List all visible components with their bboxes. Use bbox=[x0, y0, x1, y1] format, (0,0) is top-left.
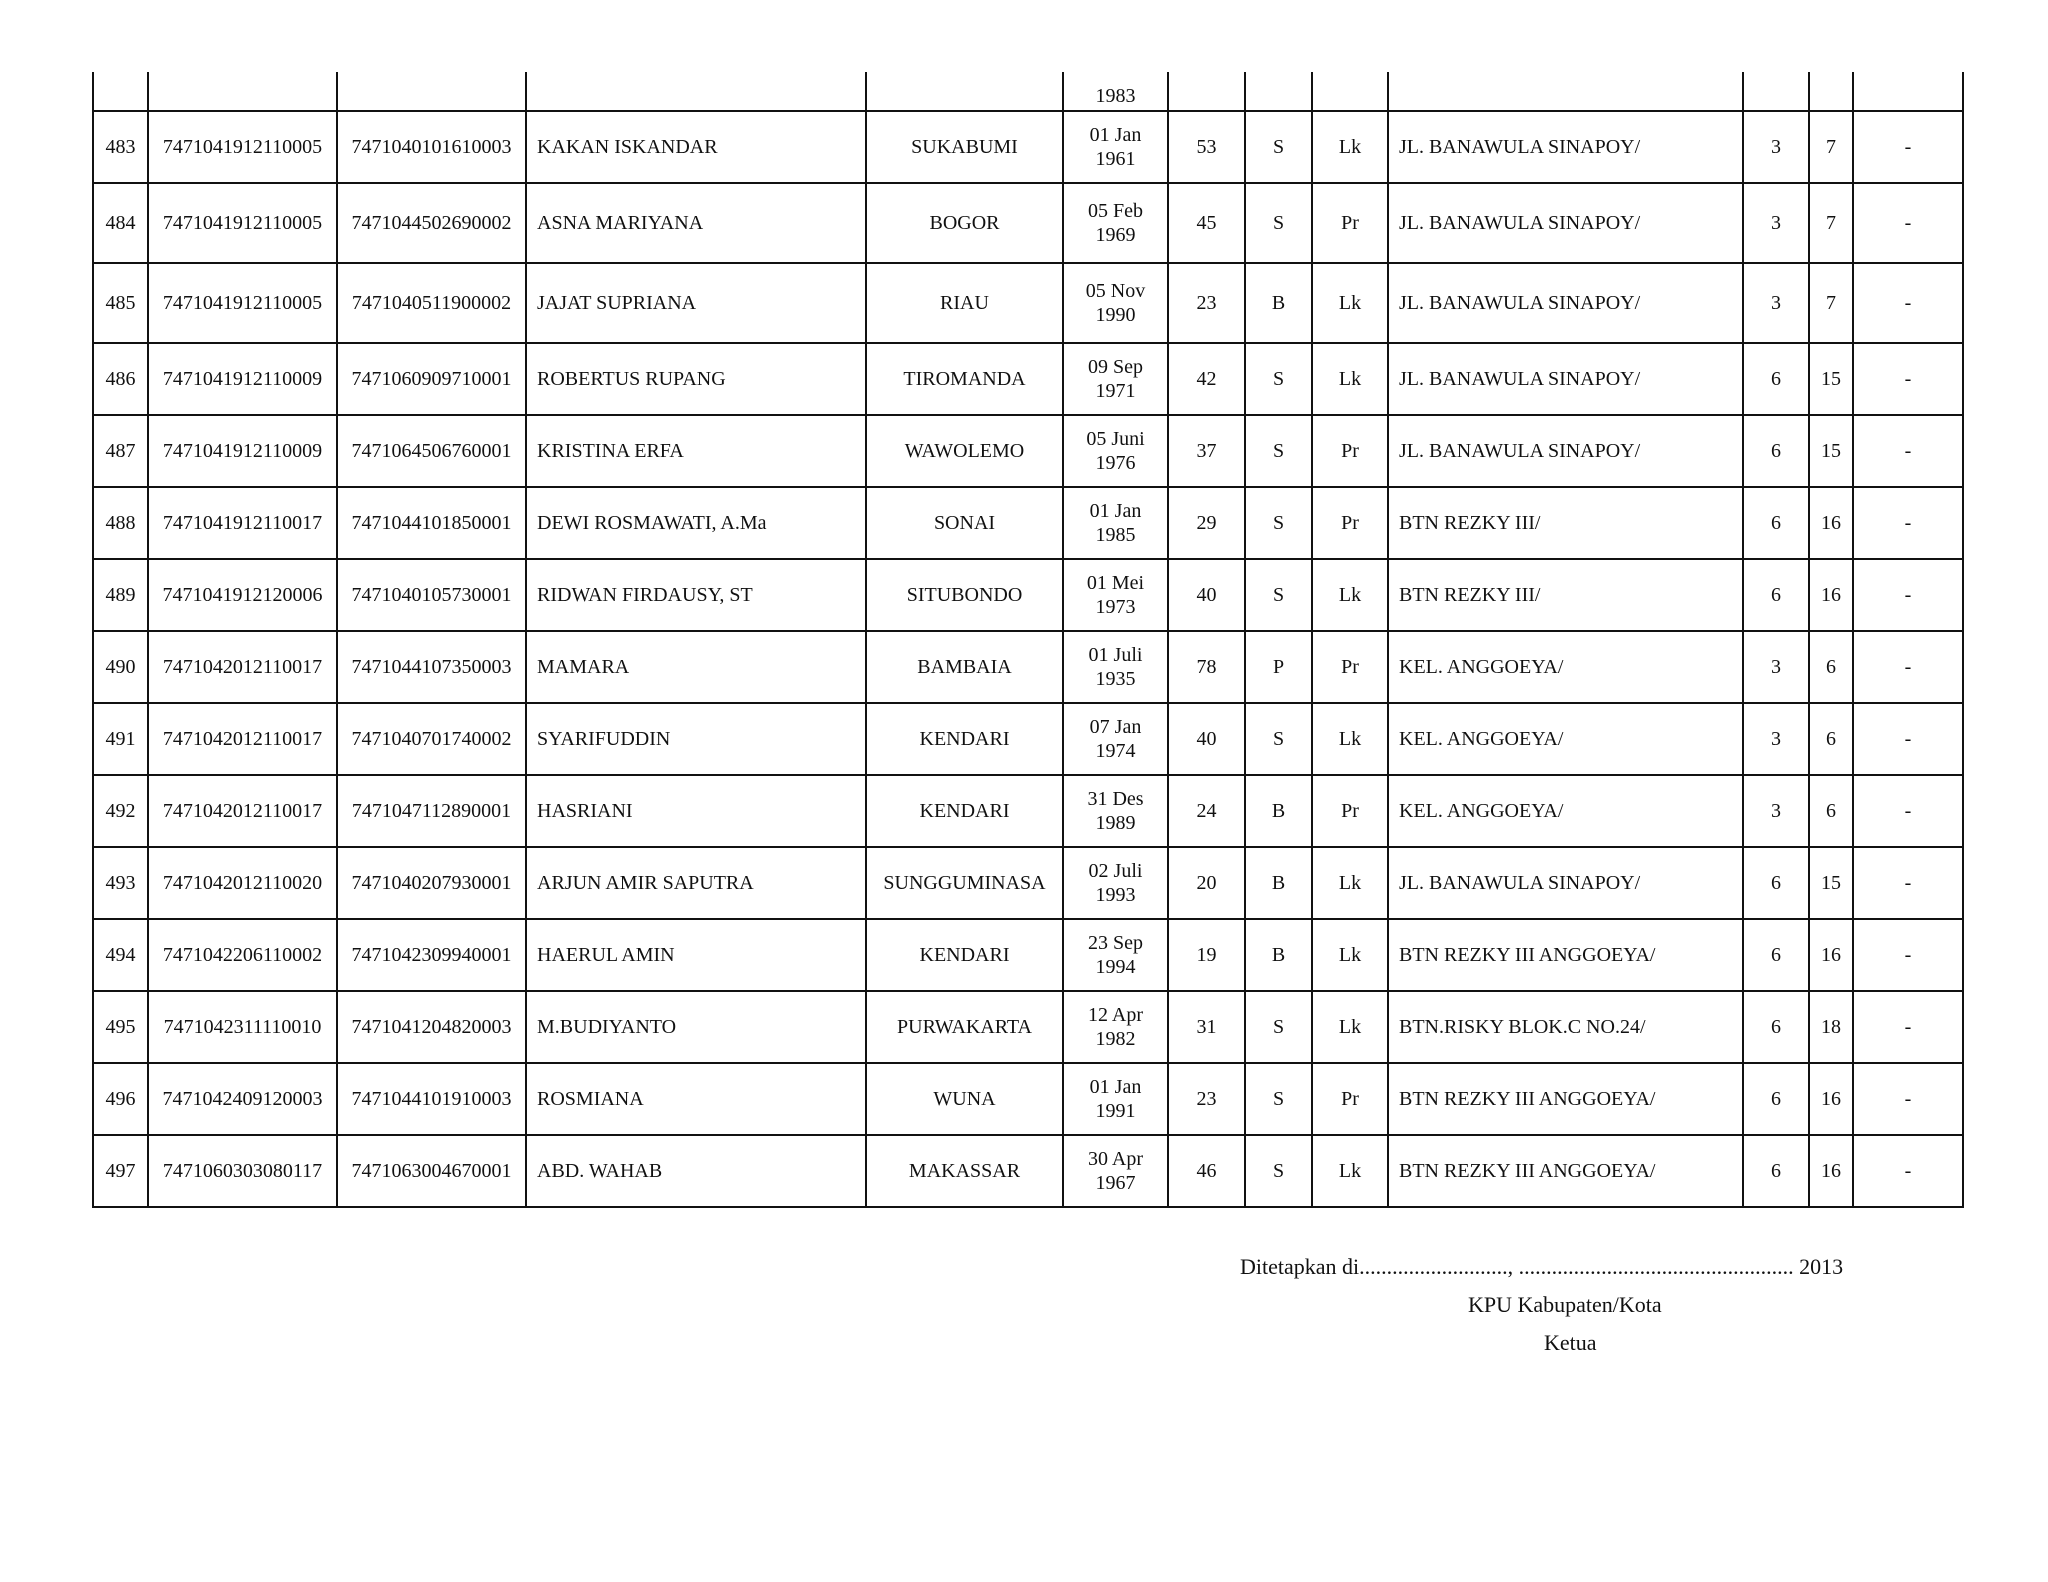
birth-year: 1974 bbox=[1095, 740, 1136, 762]
birthdate-cell bbox=[1063, 919, 1168, 991]
name-cell: ASNA MARIYANA bbox=[526, 183, 866, 263]
birth-year: 1976 bbox=[1095, 452, 1136, 474]
kk-number-cell: 7471041912110017 bbox=[148, 487, 337, 559]
age-cell: 19 bbox=[1168, 919, 1245, 991]
address-cell: BTN.RISKY BLOK.C NO.24/ bbox=[1388, 991, 1743, 1063]
remarks-cell: - bbox=[1853, 487, 1963, 559]
nik-cell: 7471040207930001 bbox=[337, 847, 526, 919]
marital-status-cell: S bbox=[1245, 1135, 1312, 1207]
marital-status-cell: S bbox=[1245, 415, 1312, 487]
rt-cell: 3 bbox=[1743, 263, 1809, 343]
table-row bbox=[93, 1063, 1963, 1135]
marital-status-cell: P bbox=[1245, 631, 1312, 703]
remarks-cell: - bbox=[1853, 775, 1963, 847]
remarks-cell: - bbox=[1853, 343, 1963, 415]
birth-day-month: 31 Des bbox=[1087, 788, 1144, 810]
kk-number-cell: 7471041912110005 bbox=[148, 263, 337, 343]
marital-status-cell: B bbox=[1245, 847, 1312, 919]
birth-year-cell: 1983 bbox=[1063, 72, 1168, 111]
birth-year: 1991 bbox=[1095, 1100, 1136, 1122]
gender-cell: Pr bbox=[1312, 183, 1388, 263]
remarks-cell: - bbox=[1853, 559, 1963, 631]
age-cell: 42 bbox=[1168, 343, 1245, 415]
gender-cell: Lk bbox=[1312, 919, 1388, 991]
birth-day-month: 01 Mei bbox=[1086, 572, 1145, 594]
row-number-cell: 491 bbox=[93, 703, 148, 775]
table-row bbox=[93, 919, 1963, 991]
marital-status-cell: S bbox=[1245, 559, 1312, 631]
rw-cell: 15 bbox=[1809, 415, 1853, 487]
birthplace-cell: KENDARI bbox=[866, 919, 1063, 991]
rt-cell: 3 bbox=[1743, 775, 1809, 847]
marital-status-cell: B bbox=[1245, 775, 1312, 847]
birthdate-cell bbox=[1063, 487, 1168, 559]
birthdate-cell bbox=[1063, 1135, 1168, 1207]
birthdate-cell bbox=[1063, 343, 1168, 415]
birthdate-cell bbox=[1063, 703, 1168, 775]
birth-year: 1961 bbox=[1095, 148, 1136, 170]
rw-cell: 6 bbox=[1809, 631, 1853, 703]
birth-year: 1990 bbox=[1095, 304, 1136, 326]
rt-cell: 3 bbox=[1743, 631, 1809, 703]
birth-year: 1985 bbox=[1095, 524, 1136, 546]
row-number-cell: 495 bbox=[93, 991, 148, 1063]
age-cell: 20 bbox=[1168, 847, 1245, 919]
table-row bbox=[93, 415, 1963, 487]
table-row bbox=[93, 631, 1963, 703]
rw-cell: 6 bbox=[1809, 703, 1853, 775]
remarks-cell: - bbox=[1853, 991, 1963, 1063]
name-cell: HAERUL AMIN bbox=[526, 919, 866, 991]
remarks-cell: - bbox=[1853, 1063, 1963, 1135]
rw-cell: 16 bbox=[1809, 1063, 1853, 1135]
address-cell: KEL. ANGGOEYA/ bbox=[1388, 775, 1743, 847]
row-number-cell: 496 bbox=[93, 1063, 148, 1135]
birthplace-cell: RIAU bbox=[866, 263, 1063, 343]
birth-year: 1935 bbox=[1095, 668, 1136, 690]
nik-cell: 7471047112890001 bbox=[337, 775, 526, 847]
marital-status-cell: S bbox=[1245, 111, 1312, 183]
gender-cell: Lk bbox=[1312, 263, 1388, 343]
address-cell: BTN REZKY III ANGGOEYA/ bbox=[1388, 1135, 1743, 1207]
rt-cell: 3 bbox=[1743, 111, 1809, 183]
remarks-cell: - bbox=[1853, 183, 1963, 263]
rw-cell: 16 bbox=[1809, 1135, 1853, 1207]
birthplace-cell: PURWAKARTA bbox=[866, 991, 1063, 1063]
marital-status-cell: S bbox=[1245, 991, 1312, 1063]
remarks-cell: - bbox=[1853, 263, 1963, 343]
rt-cell: 6 bbox=[1743, 991, 1809, 1063]
gender-cell: Lk bbox=[1312, 847, 1388, 919]
kk-number-cell: 7471042012110017 bbox=[148, 703, 337, 775]
marital-status-cell: S bbox=[1245, 343, 1312, 415]
rw-cell: 7 bbox=[1809, 263, 1853, 343]
birthplace-cell: BOGOR bbox=[866, 183, 1063, 263]
remarks-cell: - bbox=[1853, 1135, 1963, 1207]
address-cell: JL. BANAWULA SINAPOY/ bbox=[1388, 263, 1743, 343]
marital-status-cell: B bbox=[1245, 919, 1312, 991]
table-row bbox=[93, 991, 1963, 1063]
gender-cell: Pr bbox=[1312, 415, 1388, 487]
birthplace-cell: BAMBAIA bbox=[866, 631, 1063, 703]
name-cell: ARJUN AMIR SAPUTRA bbox=[526, 847, 866, 919]
gender-cell: Lk bbox=[1312, 991, 1388, 1063]
name-cell: DEWI ROSMAWATI, A.Ma bbox=[526, 487, 866, 559]
kk-number-cell: 7471041912110009 bbox=[148, 343, 337, 415]
rw-cell: 16 bbox=[1809, 559, 1853, 631]
rt-cell: 6 bbox=[1743, 559, 1809, 631]
birthplace-cell: WAWOLEMO bbox=[866, 415, 1063, 487]
gender-cell: Pr bbox=[1312, 631, 1388, 703]
kk-number-cell: 7471041912110005 bbox=[148, 111, 337, 183]
birth-year: 1969 bbox=[1095, 224, 1136, 246]
birthplace-cell: WUNA bbox=[866, 1063, 1063, 1135]
name-cell: KAKAN ISKANDAR bbox=[526, 111, 866, 183]
birth-day-month: 07 Jan bbox=[1089, 716, 1142, 738]
rw-cell: 15 bbox=[1809, 343, 1853, 415]
row-number-cell: 497 bbox=[93, 1135, 148, 1207]
gender-cell: Lk bbox=[1312, 703, 1388, 775]
rw-cell: 18 bbox=[1809, 991, 1853, 1063]
birth-day-month: 09 Sep bbox=[1088, 356, 1143, 378]
table-row bbox=[93, 111, 1963, 183]
age-cell: 23 bbox=[1168, 1063, 1245, 1135]
name-cell: ROBERTUS RUPANG bbox=[526, 343, 866, 415]
kk-number-cell: 7471041912110005 bbox=[148, 183, 337, 263]
birth-day-month: 05 Nov bbox=[1085, 280, 1146, 302]
table-row bbox=[93, 1135, 1963, 1207]
kk-number-cell: 7471042012110017 bbox=[148, 631, 337, 703]
kk-number-cell: 7471042012110017 bbox=[148, 775, 337, 847]
age-cell: 29 bbox=[1168, 487, 1245, 559]
address-cell: JL. BANAWULA SINAPOY/ bbox=[1388, 343, 1743, 415]
name-cell: HASRIANI bbox=[526, 775, 866, 847]
birth-year: 1993 bbox=[1095, 884, 1136, 906]
address-cell: JL. BANAWULA SINAPOY/ bbox=[1388, 183, 1743, 263]
nik-cell: 7471042309940001 bbox=[337, 919, 526, 991]
row-number-cell: 486 bbox=[93, 343, 148, 415]
age-cell: 46 bbox=[1168, 1135, 1245, 1207]
kk-number-cell: 7471060303080117 bbox=[148, 1135, 337, 1207]
birth-day-month: 05 Juni bbox=[1086, 428, 1145, 450]
kk-number-cell: 7471042012110020 bbox=[148, 847, 337, 919]
name-cell: ROSMIANA bbox=[526, 1063, 866, 1135]
row-number-cell: 493 bbox=[93, 847, 148, 919]
table-row bbox=[93, 183, 1963, 263]
birth-day-month: 02 Juli bbox=[1088, 860, 1143, 882]
gender-cell: Lk bbox=[1312, 559, 1388, 631]
birth-day-month: 05 Feb bbox=[1088, 200, 1143, 222]
nik-cell: 7471063004670001 bbox=[337, 1135, 526, 1207]
kk-number-cell: 7471041912110009 bbox=[148, 415, 337, 487]
birth-year: 1973 bbox=[1095, 596, 1136, 618]
footer-role: Ketua bbox=[1544, 1330, 1597, 1355]
rt-cell: 6 bbox=[1743, 919, 1809, 991]
rw-cell: 16 bbox=[1809, 919, 1853, 991]
row-number-cell: 485 bbox=[93, 263, 148, 343]
birthplace-cell: SONAI bbox=[866, 487, 1063, 559]
remarks-cell: - bbox=[1853, 111, 1963, 183]
birthplace-cell: SUKABUMI bbox=[866, 111, 1063, 183]
remarks-cell: - bbox=[1853, 631, 1963, 703]
kk-number-cell: 7471041912120006 bbox=[148, 559, 337, 631]
birthdate-cell bbox=[1063, 631, 1168, 703]
rt-cell: 6 bbox=[1743, 343, 1809, 415]
name-cell: JAJAT SUPRIANA bbox=[526, 263, 866, 343]
birthdate-cell bbox=[1063, 847, 1168, 919]
remarks-cell: - bbox=[1853, 919, 1963, 991]
age-cell: 31 bbox=[1168, 991, 1245, 1063]
name-cell: RIDWAN FIRDAUSY, ST bbox=[526, 559, 866, 631]
name-cell: M.BUDIYANTO bbox=[526, 991, 866, 1063]
address-cell: JL. BANAWULA SINAPOY/ bbox=[1388, 847, 1743, 919]
gender-cell: Pr bbox=[1312, 1063, 1388, 1135]
remarks-cell: - bbox=[1853, 703, 1963, 775]
nik-cell: 7471040101610003 bbox=[337, 111, 526, 183]
rw-cell: 16 bbox=[1809, 487, 1853, 559]
birthplace-cell: TIROMANDA bbox=[866, 343, 1063, 415]
birth-year: 1989 bbox=[1095, 812, 1136, 834]
rt-cell: 6 bbox=[1743, 487, 1809, 559]
age-cell: 37 bbox=[1168, 415, 1245, 487]
birthplace-cell: MAKASSAR bbox=[866, 1135, 1063, 1207]
nik-cell: 7471060909710001 bbox=[337, 343, 526, 415]
birthdate-cell bbox=[1063, 991, 1168, 1063]
name-cell: KRISTINA ERFA bbox=[526, 415, 866, 487]
row-number-cell: 494 bbox=[93, 919, 148, 991]
age-cell: 23 bbox=[1168, 263, 1245, 343]
kk-number-cell: 7471042311110010 bbox=[148, 991, 337, 1063]
nik-cell: 7471044101910003 bbox=[337, 1063, 526, 1135]
age-cell: 78 bbox=[1168, 631, 1245, 703]
rt-cell: 6 bbox=[1743, 415, 1809, 487]
address-cell: JL. BANAWULA SINAPOY/ bbox=[1388, 415, 1743, 487]
birth-year: 1994 bbox=[1095, 956, 1136, 978]
row-number-cell: 490 bbox=[93, 631, 148, 703]
footer-place-date: Ditetapkan di..........................., .................................................. 2013 bbox=[1240, 1254, 1844, 1279]
address-cell: BTN REZKY III ANGGOEYA/ bbox=[1388, 1063, 1743, 1135]
birthdate-cell bbox=[1063, 1063, 1168, 1135]
rt-cell: 3 bbox=[1743, 183, 1809, 263]
rw-cell: 15 bbox=[1809, 847, 1853, 919]
rt-cell: 6 bbox=[1743, 847, 1809, 919]
rw-cell: 6 bbox=[1809, 775, 1853, 847]
birthdate-cell bbox=[1063, 415, 1168, 487]
marital-status-cell: B bbox=[1245, 263, 1312, 343]
birthdate-cell bbox=[1063, 183, 1168, 263]
birth-day-month: 01 Jan bbox=[1089, 124, 1142, 146]
remarks-cell: - bbox=[1853, 415, 1963, 487]
nik-cell: 7471044502690002 bbox=[337, 183, 526, 263]
table-row bbox=[93, 487, 1963, 559]
row-number-cell: 483 bbox=[93, 111, 148, 183]
remarks-cell: - bbox=[1853, 847, 1963, 919]
table-row bbox=[93, 263, 1963, 343]
birth-year: 1982 bbox=[1095, 1028, 1136, 1050]
nik-cell: 7471064506760001 bbox=[337, 415, 526, 487]
address-cell: KEL. ANGGOEYA/ bbox=[1388, 631, 1743, 703]
age-cell: 24 bbox=[1168, 775, 1245, 847]
address-cell: BTN REZKY III/ bbox=[1388, 487, 1743, 559]
birthplace-cell: KENDARI bbox=[866, 775, 1063, 847]
row-number-cell: 487 bbox=[93, 415, 148, 487]
name-cell: ABD. WAHAB bbox=[526, 1135, 866, 1207]
rt-cell: 3 bbox=[1743, 703, 1809, 775]
age-cell: 53 bbox=[1168, 111, 1245, 183]
birth-day-month: 23 Sep bbox=[1088, 932, 1143, 954]
birth-day-month: 12 Apr bbox=[1088, 1004, 1143, 1026]
birthplace-cell: SITUBONDO bbox=[866, 559, 1063, 631]
name-cell: SYARIFUDDIN bbox=[526, 703, 866, 775]
table-body bbox=[93, 72, 1963, 1207]
table-row bbox=[93, 343, 1963, 415]
footer-organization: KPU Kabupaten/Kota bbox=[1468, 1292, 1662, 1317]
nik-cell: 7471044101850001 bbox=[337, 487, 526, 559]
birth-day-month: 01 Jan bbox=[1089, 1076, 1142, 1098]
marital-status-cell: S bbox=[1245, 703, 1312, 775]
rt-cell: 6 bbox=[1743, 1063, 1809, 1135]
kk-number-cell: 7471042206110002 bbox=[148, 919, 337, 991]
table-row bbox=[93, 775, 1963, 847]
birthplace-cell: SUNGGUMINASA bbox=[866, 847, 1063, 919]
birth-year: 1971 bbox=[1095, 380, 1136, 402]
gender-cell: Pr bbox=[1312, 487, 1388, 559]
birthdate-cell bbox=[1063, 559, 1168, 631]
row-number-cell: 489 bbox=[93, 559, 148, 631]
gender-cell: Lk bbox=[1312, 343, 1388, 415]
gender-cell: Pr bbox=[1312, 775, 1388, 847]
birthdate-cell bbox=[1063, 111, 1168, 183]
birth-day-month: 30 Apr bbox=[1088, 1148, 1143, 1170]
nik-cell: 7471040105730001 bbox=[337, 559, 526, 631]
age-cell: 45 bbox=[1168, 183, 1245, 263]
marital-status-cell: S bbox=[1245, 183, 1312, 263]
name-cell: MAMARA bbox=[526, 631, 866, 703]
birthdate-cell bbox=[1063, 775, 1168, 847]
continued-row bbox=[93, 72, 1963, 111]
age-cell: 40 bbox=[1168, 559, 1245, 631]
kk-number-cell: 7471042409120003 bbox=[148, 1063, 337, 1135]
table-row bbox=[93, 847, 1963, 919]
gender-cell: Lk bbox=[1312, 111, 1388, 183]
nik-cell: 7471040511900002 bbox=[337, 263, 526, 343]
row-number-cell: 484 bbox=[93, 183, 148, 263]
rw-cell: 7 bbox=[1809, 111, 1853, 183]
table-row bbox=[93, 703, 1963, 775]
birthplace-cell: KENDARI bbox=[866, 703, 1063, 775]
row-number-cell: 488 bbox=[93, 487, 148, 559]
birth-day-month: 01 Juli bbox=[1088, 644, 1143, 666]
table-row bbox=[93, 559, 1963, 631]
address-cell: JL. BANAWULA SINAPOY/ bbox=[1388, 111, 1743, 183]
rw-cell: 7 bbox=[1809, 183, 1853, 263]
age-cell: 40 bbox=[1168, 703, 1245, 775]
address-cell: KEL. ANGGOEYA/ bbox=[1388, 703, 1743, 775]
gender-cell: Lk bbox=[1312, 1135, 1388, 1207]
row-number-cell: 492 bbox=[93, 775, 148, 847]
birth-year: 1967 bbox=[1095, 1172, 1136, 1194]
address-cell: BTN REZKY III ANGGOEYA/ bbox=[1388, 919, 1743, 991]
rt-cell: 6 bbox=[1743, 1135, 1809, 1207]
nik-cell: 7471044107350003 bbox=[337, 631, 526, 703]
marital-status-cell: S bbox=[1245, 487, 1312, 559]
birthdate-cell bbox=[1063, 263, 1168, 343]
marital-status-cell: S bbox=[1245, 1063, 1312, 1135]
birth-day-month: 01 Jan bbox=[1089, 500, 1142, 522]
voter-list-table bbox=[92, 72, 1964, 1208]
address-cell: BTN REZKY III/ bbox=[1388, 559, 1743, 631]
nik-cell: 7471040701740002 bbox=[337, 703, 526, 775]
nik-cell: 7471041204820003 bbox=[337, 991, 526, 1063]
